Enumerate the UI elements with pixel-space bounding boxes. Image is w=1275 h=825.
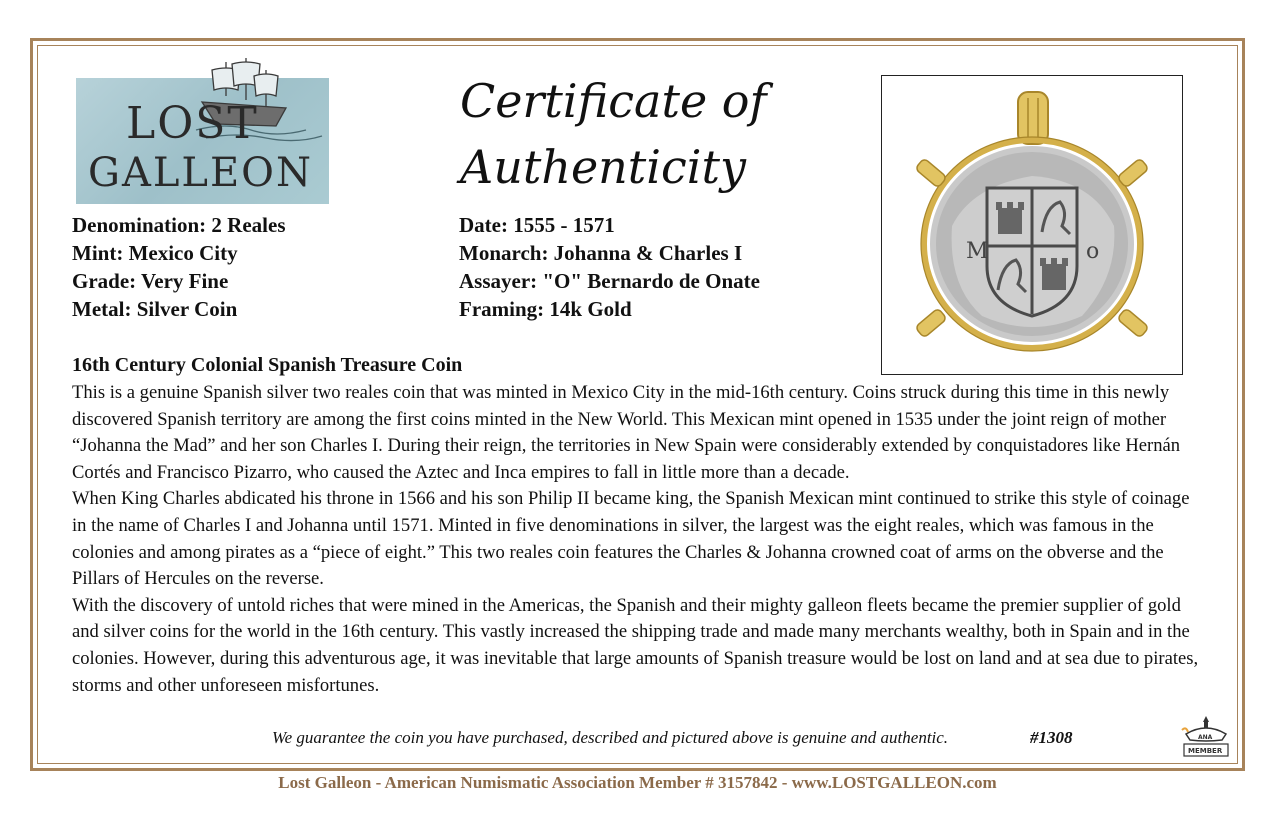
footer-membership-line: Lost Galleon - American Numismatic Association Member # 3157842 - www.LOSTGALLEON.com — [278, 773, 997, 792]
guarantee-statement: We guarantee the coin you have purchased, described and pictured above is genuine and authentic. — [272, 728, 949, 747]
date-field: Date: 1555 - 1571 — [459, 213, 615, 237]
ana-member-badge — [1178, 712, 1234, 758]
coin-photo-frame — [881, 75, 1183, 375]
certificate-title — [460, 68, 820, 200]
description-paragraph-3: With the discovery of untold riches that were mined in the Americas, the Spanish and their mighty galleon fleets became the premier supplier of gold and silver coins for the world in the 16th century. This vastly increased the shipping trade and made many merchants wealthy, both in Spain and in the colonies. However, during this adventurous age, it was inevitable that large amounts of Spanish treasure would be lost on land and at sea due to pirates, storms and other unforeseen misfortunes. — [72, 594, 1199, 696]
coin-mint-mark-m: M — [966, 239, 989, 264]
logo-word-lost: LOST — [126, 98, 259, 149]
assayer-field: Assayer: "O" Bernardo de Onate — [459, 269, 760, 293]
coin-pendant-image — [882, 76, 1182, 374]
logo-word-galleon: GALLEON — [88, 150, 313, 196]
coin-assayer-mark-o: o — [1086, 239, 1100, 264]
lost-galleon-logo — [76, 78, 329, 204]
ana-badge-bottom-text: MEMBER — [1188, 747, 1223, 755]
oil-lamp-icon — [1178, 712, 1234, 758]
title-line-1: Certificate of — [460, 74, 767, 128]
certificate-number: #1308 — [1030, 728, 1073, 747]
grade-field: Grade: Very Fine — [72, 269, 229, 293]
description-paragraph-2: When King Charles abdicated his throne in 1566 and his son Philip II became king, the Spanish Mexican mint continued to strike this style of coinage in the name of Charles I and Johanna until 1571. Minted in five denominations in silver, the largest was the eight reales, which was famous in the colonies and among pirates as a “piece of eight.” This two reales coin features the Charles & Johanna crowned coat of arms on the obverse and the Pillars of Hercules on the reverse. — [72, 488, 1190, 590]
framing-field: Framing: 14k Gold — [459, 297, 632, 321]
coin-details-right — [459, 211, 760, 323]
coin-details-left — [72, 211, 286, 323]
denomination-field: Denomination: 2 Reales — [72, 213, 286, 237]
mint-field: Mint: Mexico City — [72, 241, 238, 265]
metal-field: Metal: Silver Coin — [72, 297, 238, 321]
title-line-2: Authenticity — [460, 140, 746, 194]
ana-badge-top-text: ANA — [1198, 734, 1213, 741]
section-title: 16th Century Colonial Spanish Treasure Coin — [72, 354, 463, 376]
monarch-field: Monarch: Johanna & Charles I — [459, 241, 743, 265]
description-body — [72, 380, 1202, 699]
description-paragraph-1: This is a genuine Spanish silver two reales coin that was minted in Mexico City in the mid-16th century. Coins struck during this time in this newly discovered Spanish territory are among the first coins minted in the New World. This Mexican mint opened in 1535 under the joint reign of mother “Johanna the Mad” and her son Charles I. During their reign, the territories in New Spain were considerably extended by conquistadores like Hernán Cortés and Francisco Pizarro, who caused the Aztec and Inca empires to fall in little more than a decade. — [72, 382, 1181, 483]
